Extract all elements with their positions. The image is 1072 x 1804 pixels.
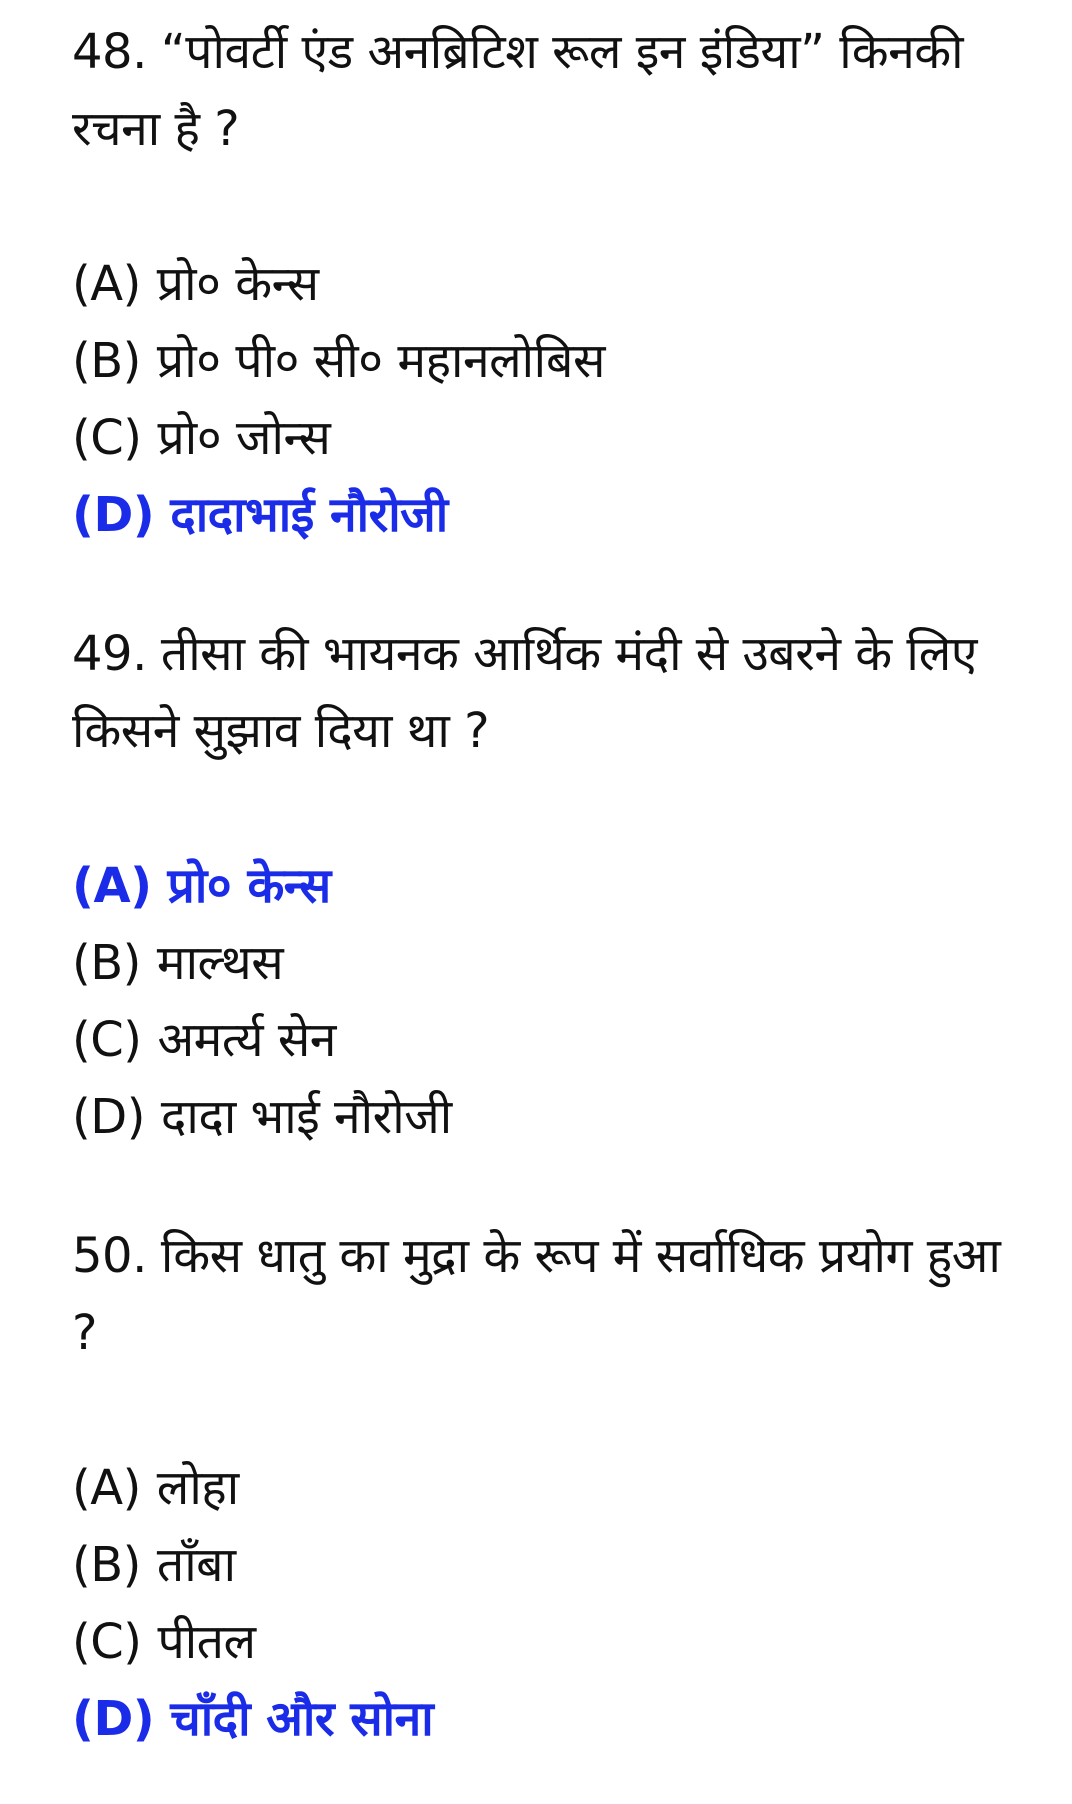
option-letter: (A) <box>72 256 141 312</box>
option-letter: (D) <box>72 1089 145 1145</box>
question-48-option-d-correct-answer <box>72 477 1032 554</box>
option-text: प्रो० केन्स <box>156 256 319 312</box>
question-50-option-c <box>72 1604 1032 1681</box>
question-48-option-b <box>72 323 1032 400</box>
option-text: माल्थस <box>156 935 284 991</box>
option-letter: (B) <box>72 935 141 991</box>
option-text: प्रो० जोन्स <box>157 410 331 466</box>
question-49 <box>72 616 1017 770</box>
question-48-text: “पोवर्टी एंड अनब्रिटिश रूल इन इंडिया” किनकी रचना है ? <box>72 24 964 157</box>
question-50-text: किस धातु का मुद्रा के रूप में सर्वाधिक प्रयोग हुआ ? <box>72 1228 1001 1361</box>
question-48-option-a <box>72 246 1032 323</box>
question-48-number: 48. <box>72 24 147 80</box>
option-letter: (A) <box>72 1460 141 1516</box>
option-text: दादा भाई नौरोजी <box>160 1089 452 1145</box>
option-text: प्रो० केन्स <box>167 858 331 914</box>
question-50-number: 50. <box>72 1228 147 1284</box>
question-block-48 <box>72 14 1032 554</box>
option-text: दादाभाई नौरोजी <box>170 487 448 543</box>
question-block-49 <box>72 616 1032 1156</box>
question-48-option-c <box>72 400 1032 477</box>
question-49-option-d <box>72 1079 1032 1156</box>
option-text: लोहा <box>156 1460 239 1516</box>
question-50-option-b <box>72 1527 1032 1604</box>
option-letter: (D) <box>72 1691 155 1747</box>
question-48 <box>72 14 1017 168</box>
option-letter: (C) <box>72 410 142 466</box>
question-50-option-d-correct-answer <box>72 1681 1032 1758</box>
question-49-number: 49. <box>72 626 147 682</box>
option-text: अमर्त्य सेन <box>157 1012 336 1068</box>
option-letter: (D) <box>72 487 155 543</box>
question-49-text: तीसा की भायनक आर्थिक मंदी से उबरने के लिए किसने सुझाव दिया था ? <box>72 626 977 759</box>
option-letter: (C) <box>72 1012 142 1068</box>
question-49-option-a-correct-answer <box>72 848 1032 925</box>
option-text: चाँदी और सोना <box>170 1691 434 1747</box>
question-50 <box>72 1218 1017 1372</box>
option-letter: (B) <box>72 1537 141 1593</box>
option-letter: (B) <box>72 333 141 389</box>
option-text: प्रो० पी० सी० महानलोबिस <box>156 333 605 389</box>
question-49-option-b <box>72 925 1032 1002</box>
question-block-50 <box>72 1218 1032 1758</box>
question-50-options <box>72 1450 1032 1758</box>
question-49-options <box>72 848 1032 1156</box>
option-letter: (C) <box>72 1614 142 1670</box>
question-49-option-c <box>72 1002 1032 1079</box>
option-text: ताँबा <box>156 1537 236 1593</box>
option-letter: (A) <box>72 858 152 914</box>
question-48-options <box>72 246 1032 554</box>
option-text: पीतल <box>157 1614 256 1670</box>
question-50-option-a <box>72 1450 1032 1527</box>
